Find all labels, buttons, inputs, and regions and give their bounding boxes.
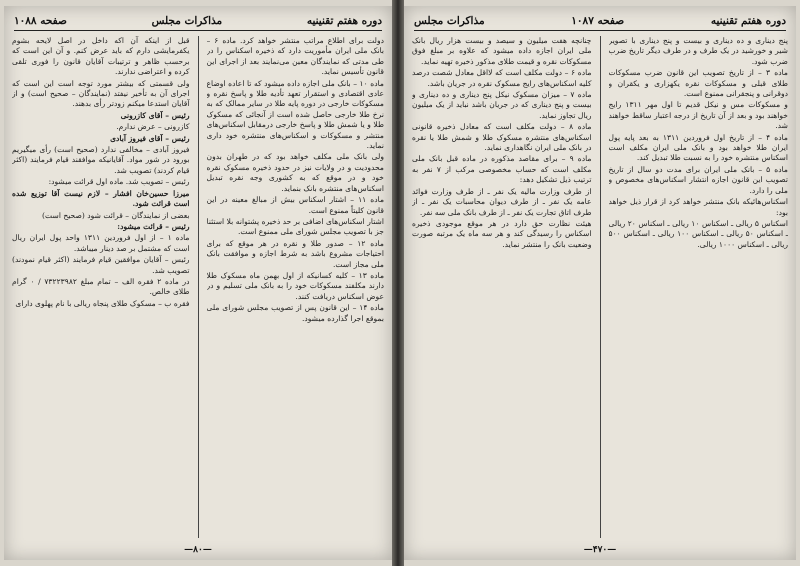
- right-page-header: [414, 12, 786, 31]
- paragraph: ماده ۱۴ – این قانون پس از تصویب مجلس شورای ملی بموقع اجرا گذارده میشود.: [206, 303, 384, 323]
- right-header-term: دوره هفتم تقنینیه: [710, 15, 786, 27]
- paragraph: پنج دیناری و ده دیناری و بیست و پنج دیناری با تصویر شیر و خورشید در یک طرف و در طرف دیگر تاریخ ضرب ضرب شود.: [608, 36, 788, 66]
- right-page-column-left: [412, 36, 592, 538]
- paragraph: اشتار اسکناس‌های اضافی بر حد ذخیره پشتوانه بلا استثنا جز با تصویب مجلس شورای ملی ممنوع است.: [206, 216, 384, 237]
- left-page-columns: [12, 36, 384, 538]
- paragraph: ولی بانک ملی مکلف خواهد بود که در طهران بدون محدودیت و در ولایات نیز در حدود ذخیره مسکوک نقره خود و در موقع که به کشوری وجه نقره تبدیل اسکناس‌های منتشره بانک بنماید.: [206, 152, 384, 193]
- right-header-page-label: صفحه ۱۰۸۷: [571, 15, 625, 27]
- paragraph: ماده ۴ – از تاریخ اول فروردین ۱۳۱۱ به بعد پایه پول ایران طلا خواهد بود و بانک ملی ایران مکلف است اسکناس منتشره خود را به نسبت طلا تبدیل کند.: [608, 132, 788, 163]
- paragraph: قبل از اینکه آن اکه داخل در اصل لایحه بشوم یکفرمایشی دارم که باید عرض کنم. و آن این است که برحسب ظاهر و ترتیبات آقایان قانون را فوری تلقی کرده و اعتراضی ندارند.: [12, 36, 190, 77]
- paragraph: ولی قسمتی که بیشتر مورد توجه است این است که اجرای آن به تأخیر نیفتد (نمایندگان – صحیح است) و از آقایان استدعا میکنم زودتر رأی بدهند.: [12, 78, 190, 109]
- left-header-term: دوره هفتم تقنینیه: [306, 15, 382, 27]
- speaker-line: رئیس – قرائت میشود:: [117, 221, 190, 231]
- paragraph: اسکناس ۵ ریالی ـ اسکناس ۱۰ ریالی ـ اسکناس ۲۰ ریالی ـ اسکناس ۵۰ ریالی ـ اسکناس ۱۰۰ ریالی ـ اسکناس ۵۰۰ ریالی ـ اسکناس ۱۰۰۰ ریالی.: [608, 218, 788, 249]
- speaker-line: رئیس – آقای فیروز آبادی: [110, 133, 190, 143]
- right-page-columns: [412, 36, 788, 538]
- paragraph: ماده ۱۱ – اشتار اسکناس بیش از مبالغ معینه در این قانون کلیتاً ممنوع است.: [206, 195, 384, 215]
- left-header-page-label: صفحه ۱۰۸۸: [14, 15, 67, 27]
- book-gutter: [392, 0, 404, 566]
- paragraph: بعضی از نمایندگان – قرائت شود (صحیح است): [42, 210, 190, 220]
- right-page: [404, 6, 796, 560]
- paragraph: ماده ۱۲ – صدور طلا و نقره در هر موقع که برای احتیاجات مشروع باشد به شرط اجازه و موافقت بانک ملی مجاز است.: [206, 238, 384, 269]
- paragraph: رئیس – آقایان موافقین قیام فرمایند (اکثر قیام نمودند) تصویب شد.: [12, 255, 190, 275]
- column-divider: [600, 36, 601, 538]
- right-page-column-right: [609, 36, 789, 538]
- paragraph: ماده ۳ – از تاریخ تصویب این قانون ضرب مسکوکات طلای قبلی و مسکوکات نقره یکهزاری و یکقران و دوقرانی و پنجقرانی ممنوع است.: [608, 68, 788, 99]
- left-header-title: مذاکرات مجلس: [151, 15, 223, 27]
- right-header-title: مذاکرات مجلس: [414, 15, 485, 27]
- paragraph: فقره ب – مسکوک طلای پنجاه ریالی با نام پهلوی دارای: [15, 298, 190, 308]
- speaker-line: میرزا حسین‌خان افشار – لازم نیست آقا توزیع شده است قرائت شود.: [12, 188, 190, 209]
- right-page-number: —۴۷۰—: [583, 545, 617, 555]
- paragraph: رئیس – تصویب شد. ماده اول قرائت میشود:: [48, 177, 190, 187]
- paragraph: از طرف وزارت مالیه یک نفر ـ از طرف وزارت فوائد عامه یک نفر ـ از طرف دیوان محاسبات یک نفر ـ از طرف اتاق تجارت یک نفر ـ از طرف بانک ملی سه نفر.: [412, 186, 592, 217]
- paragraph: چنانچه هفت میلیون و سیصد و بیست هزار ریال بانک ملی ایران اجازه داده میشود که علاوه بر مبلغ فوق مسکوکات نقره و قیمت طلای مذکور ذخیره تهیه نماید.: [412, 36, 592, 66]
- paragraph: ماده ۷ – میزان مسکوک نیکل پنج دیناری و ده دیناری و بیست و پنج دیناری که در جریان باشد نباید از یک میلیون ریال تجاوز نماید.: [412, 90, 592, 120]
- paragraph: در ماده ۲ فقره الف – تمام مبلغ ۷۳۲۲۳۹۸۲ / ۰ گرام طلای خالص.: [12, 276, 190, 297]
- left-page-number: —۸۰—: [184, 545, 212, 555]
- paragraph: هیئت نظارت حق دارد در هر موقع موجودی ذخیره اسکناس را رسیدگی کند و هر سه ماه یک مرتبه صورت وضعیت بانک را منتشر نماید.: [412, 218, 592, 249]
- paragraph: ماده ۹ – برای مقاصد مذکوره در ماده قبل بانک ملی مکلف است که حساب مخصوصی مرکب از ۷ نفر به ترتیب ذیل تشکیل دهد:: [412, 154, 592, 185]
- paragraph: ماده ۱ – از اول فروردین ۱۳۱۱ واحد پول ایران ریال است که مشتمل بر صد دینار میباشد.: [12, 233, 190, 253]
- left-page: [4, 6, 392, 560]
- paragraph: ماده ۵ – بانک ملی ایران برای مدت دو سال از تاریخ تصویب این قانون اجازه انتشار اسکناس‌های مخصوص و ملی را دارد.: [608, 164, 788, 195]
- paragraph: ماده ۱۳ – کلیه کسانیکه از اول بهمن ماه مسکوک طلا دارند مکلفند مسکوکات خود را به بانک ملی تسلیم و در عوض اسکناس دریافت کنند.: [206, 270, 384, 301]
- paragraph: ماده ۸ – دولت مکلف است که معادل ذخیره قانونی اسکناس‌های منتشره مسکوک طلا و شمش طلا یا نقره در بانک ملی ایران نگاهداری نماید.: [412, 122, 592, 153]
- speaker-line: رئیس – آقای کازرونی: [120, 110, 190, 120]
- paragraph: ماده ۱۰ – بانک ملی اجازه داده میشود که تا اعاده اوضاع عادی اقتصادی و استقرار تعهد تأدیه طلا و پاسخ نقره و مسکوکات خارجی در دوره پایه طلا در سایر ممالک که به نرخ طلا خارجی حاصل شده است از آنجائی که مسکوک طلا و یا شمش طلا و پاسخ خارجی درمقابل اسکناس‌های منتشر و مسکوکات و اسکناس‌های منتشره خود داری نماید.: [206, 78, 384, 151]
- paragraph: فیروز آبادی – مخالفی ندارد (صحیح است) رأی میگیریم بورود در شور مواد. آقایانیکه موافقند قیام فرمایند (اکثر قیام کردند) تصویب شد.: [12, 145, 190, 175]
- left-page-header: [14, 12, 382, 31]
- left-page-column-right: [207, 36, 385, 538]
- column-divider: [198, 36, 199, 538]
- paragraph: دولت برای اطلاع مراتب منتشر خواهد کرد. ماده ۶ – بانک ملی ایران مأموریت دارد که ذخیره اسکناس را در طی مدتی که نمایندگان معین می‌نمایند بعد از اجرای این قانون تأسیس نماید.: [206, 36, 384, 77]
- paragraph: کازرونی – عرض ندارم.: [116, 122, 190, 132]
- paragraph: و مسکوکات مس و نیکل قدیم تا اول مهر ۱۳۱۱ رایج خواهند بود و بعد از آن تاریخ از درجه اعتبار ساقط خواهند شد.: [608, 100, 788, 131]
- left-page-column-left: [12, 36, 190, 538]
- paragraph: اسکناس‌هائیکه بانک منتشر خواهد کرد از قرار ذیل خواهد بود:: [608, 197, 788, 217]
- paragraph: ماده ۶ – دولت مکلف است که لااقل معادل شصت درصد کلیه اسکناس‌های رایج مسکوک نقره در جریان باشد.: [412, 68, 592, 88]
